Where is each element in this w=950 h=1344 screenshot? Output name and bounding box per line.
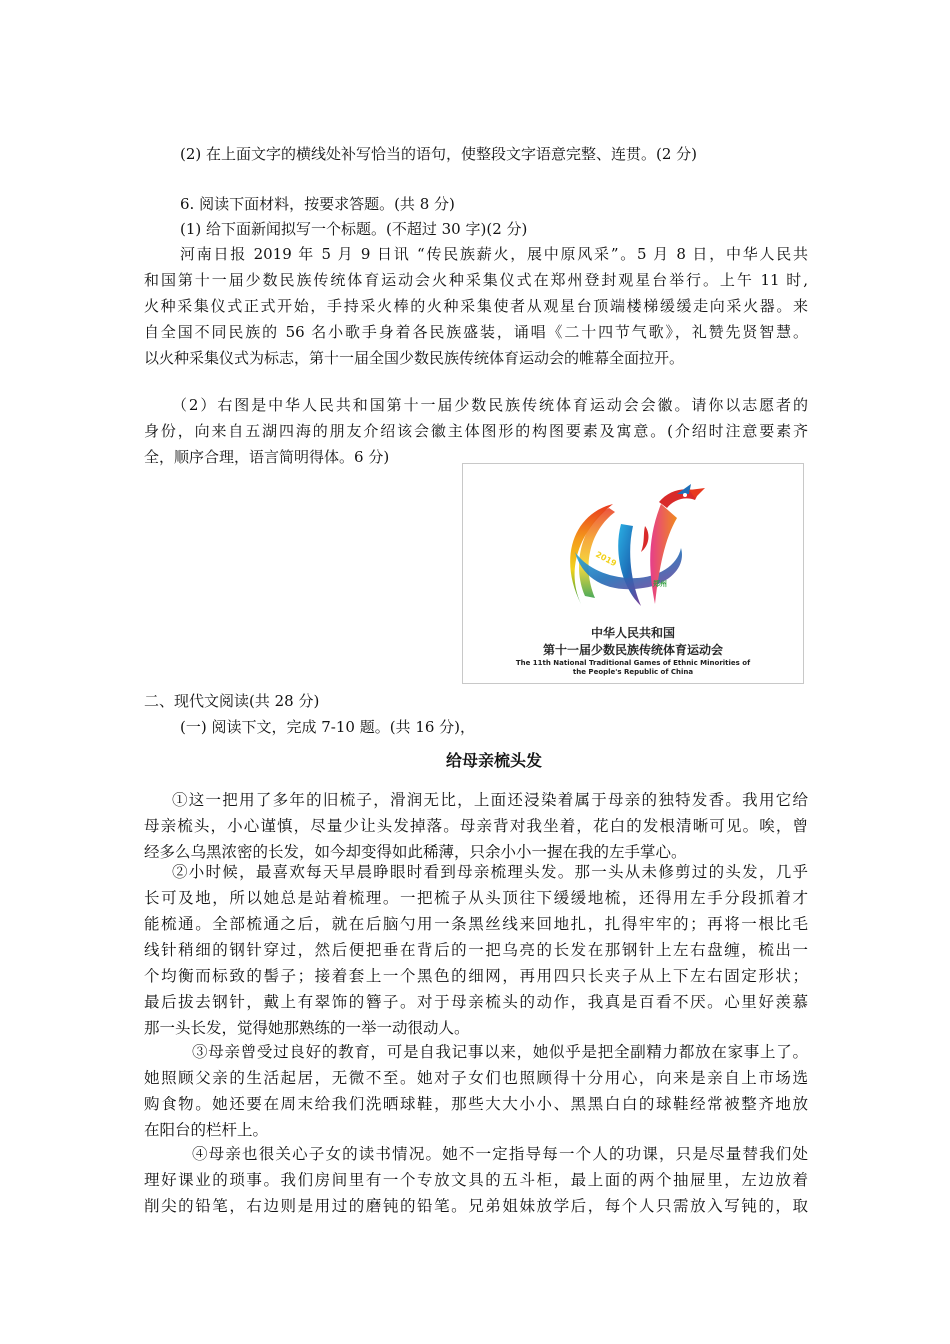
article-line: ④母亲也很关心子女的读书情况。她不一定指导每一个人的功课，只是尽量替我们处: [192, 1145, 808, 1163]
article-line: 在阳台的栏杆上。: [144, 1121, 269, 1139]
section-2-part1: (一) 阅读下文，完成 7-10 题。(共 16 分)，: [180, 718, 476, 736]
question-6-sub2-line: （2）右图是中华人民共和国第十一届少数民族传统体育运动会会徽。请你以志愿者的: [172, 396, 808, 414]
question-6-sub2-line: 身份，向来自五湖四海的朋友介绍该会徽主体图形的构图要素及寓意。(介绍时注意要素齐: [144, 422, 808, 440]
section-2-title: 二、现代文阅读(共 28 分): [144, 692, 320, 710]
article-line: ③母亲曾受过良好的教育，可是自我记事以来，她似乎是把全副精力都放在家事上了。: [192, 1043, 808, 1061]
article-line: 长可及地，所以她总是站着梳理。一把梳子从头顶往下缓缓地梳，还得用左手分段抓着才: [144, 889, 808, 907]
news-line: 火种采集仪式正式开始，手持采火棒的火种采集使者从观星台顶端楼梯缓缓走向采火器。来: [144, 297, 808, 315]
emblem-title-line1: 中华人民共和国: [590, 626, 675, 640]
article-line: 经多么乌黑浓密的长发，如今却变得如此稀薄，只余小小一握在我的左手掌心。: [144, 843, 687, 861]
article-title: 给母亲梳头发: [445, 751, 542, 770]
question-6-sub1: (1) 给下面新闻拟写一个标题。(不超过 30 字)(2 分): [180, 220, 528, 238]
emblem-title-line2: 第十一届少数民族传统体育运动会: [542, 643, 723, 657]
article-line: 最后拔去钢针，戴上有翠饰的簪子。对于母亲梳头的动作，我真是百看不厌。心里好羡慕: [144, 993, 808, 1011]
article-line: 她照顾父亲的生活起居，无微不至。她对子女们也照顾得十分用心，向来是亲自上市场选: [144, 1069, 808, 1087]
news-line: 和国第十一届少数民族传统体育运动会火种采集仪式在郑州登封观星台举行。上午 11 时,: [144, 271, 808, 289]
games-emblem-image: [462, 463, 804, 684]
article-line: ①这一把用了多年的旧梳子，滑润无比，上面还浸染着属于母亲的独特发香。我用它给: [172, 791, 808, 809]
emblem-year: 2019: [594, 549, 618, 569]
article-line: 削尖的铅笔，右边则是用过的磨钝的铅笔。兄弟姐妹放学后，每个人只需放入写钝的，取: [144, 1197, 808, 1215]
article-line: ②小时候，最喜欢每天早晨睁眼时看到母亲梳理头发。那一头从未修剪过的头发，几乎: [172, 863, 808, 881]
article-line: 线针稍细的钢针穿过，然后便把垂在背后的一把乌亮的长发在那钢针上左右盘缠，梳出一: [144, 941, 808, 959]
question-6-title: 6. 阅读下面材料，按要求答题。(共 8 分): [180, 195, 455, 213]
news-line: 以火种采集仪式为标志，第十一届全国少数民族传统体育运动会的帷幕全面拉开。: [144, 349, 685, 367]
question-6-sub2-line: 全，顺序合理，语言简明得体。6 分): [144, 448, 390, 466]
article-line: 理好课业的琐事。我们房间里有一个专放文具的五斗柜，最上面的两个抽屉里，左边放着: [144, 1171, 808, 1189]
article-line: 母亲梳头，小心谨慎，尽量少让头发掉落。母亲背对我坐着，花白的发根清晰可见。唉，曾: [144, 817, 808, 835]
question-5-2: (2) 在上面文字的横线处补写恰当的语句，使整段文字语意完整、连贯。(2 分): [180, 145, 698, 163]
emblem-english-line1: The 11th National Traditional Games of Ethnic Minorities of: [515, 659, 751, 667]
article-line: 个均衡而标致的髻子；接着套上一个黑色的细网，再用四只长夹子从上下左右固定形状；: [144, 967, 808, 985]
emblem-city: 郑州: [653, 580, 667, 588]
news-line: 河南日报 2019 年 5 月 9 日讯 “传民族薪火，展中原风采”。5 月 8 日，中华人民共: [180, 245, 808, 263]
article-line: 购食物。她还要在周末给我们洗晒球鞋，那些大大小小、黑黑白白的球鞋经常被整齐地放: [144, 1095, 808, 1113]
emblem-english-line2: the People's Republic of China: [572, 668, 694, 676]
article-line: 那一头长发，觉得她那熟练的一举一动很动人。: [144, 1019, 470, 1037]
news-line: 自全国不同民族的 56 名小歌手身着各民族盛装，诵唱《二十四节气歌》，礼赞先贤智慧。: [144, 323, 808, 341]
article-line: 能梳通。全部梳通之后，就在后脑勺用一条黑丝线来回地扎，扎得牢牢的；再将一根比毛: [144, 915, 808, 933]
